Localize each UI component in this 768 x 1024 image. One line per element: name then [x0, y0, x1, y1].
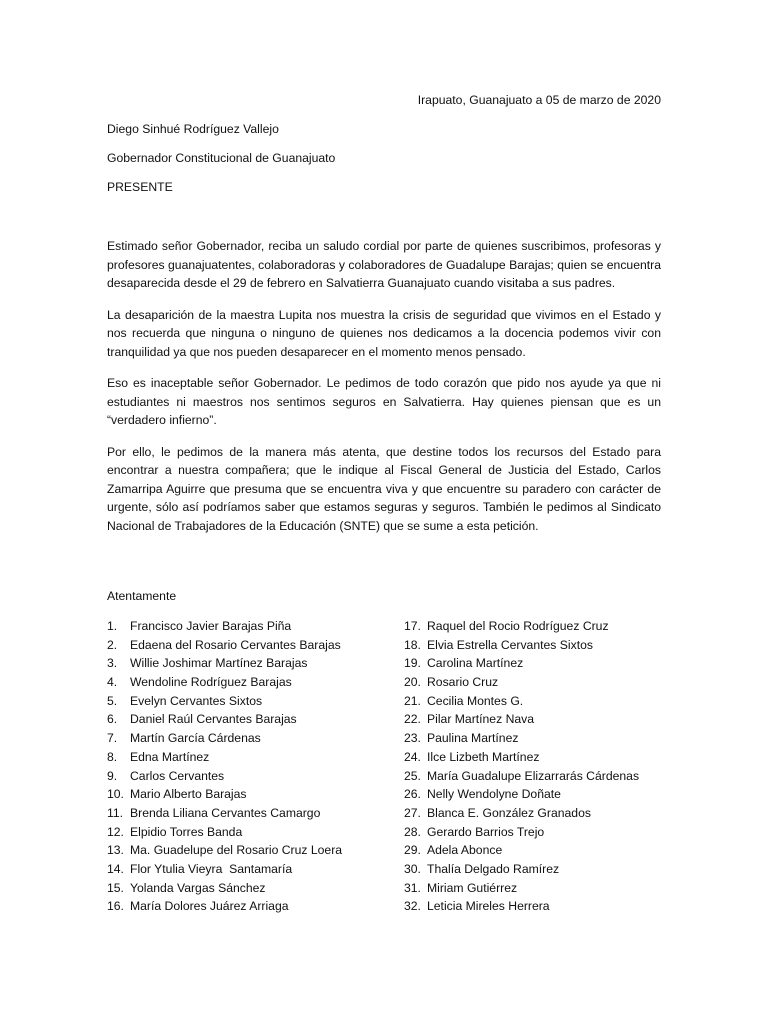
list-item: [107, 729, 342, 748]
signatory-name: Edna Martínez: [130, 749, 210, 764]
list-item: [107, 654, 342, 673]
list-number: 18.: [404, 637, 421, 652]
list-number: 14.: [107, 861, 124, 876]
list-number: 28.: [404, 824, 421, 839]
list-number: 6.: [107, 712, 118, 727]
list-item: [107, 636, 342, 655]
signatory-name: Carlos Cervantes: [130, 768, 225, 783]
signatory-name: Wendoline Rodríguez Barajas: [130, 675, 292, 690]
list-number: 11.: [107, 805, 124, 820]
date-line: Irapuato, Guanajuato a 05 de marzo de 2020: [417, 93, 661, 107]
list-item: [107, 879, 342, 898]
list-item: [107, 673, 342, 692]
signatory-name: Edaena del Rosario Cervantes Barajas: [130, 637, 341, 652]
list-number: 13.: [107, 843, 124, 858]
signatory-name: Ma. Guadelupe del Rosario Cruz Loera: [130, 843, 343, 858]
paragraph: Por ello, le pedimos de la manera más atenta, que destine todos los recursos del Estado para encontrar a nuestra compañera; que le indique al Fiscal General de Justicia del Estado, Carlos Zamarripa Aguirre que presuma que se encuentra viva y que encuentre su paradero con carácter de urgente, sólo así podríamos saber que estamos seguras y seguros. También le pedimos al Sindicato Nacional de Trabajadores de la Educación (SNTE) que se sume a esta petición.: [107, 444, 661, 533]
list-number: 2.: [107, 637, 118, 652]
list-item: [107, 860, 342, 879]
signatory-name: María Dolores Juárez Arriaga: [130, 899, 289, 914]
list-number: 15.: [107, 880, 124, 895]
signatory-name: Mario Alberto Barajas: [130, 787, 247, 802]
signatory-name: Paulina Martínez: [427, 731, 519, 746]
list-number: 25.: [404, 768, 421, 783]
list-number: 1.: [107, 619, 118, 633]
list-number: 30.: [404, 861, 421, 876]
list-item: [107, 841, 342, 860]
paragraph: La desaparición de la maestra Lupita nos muestra la crisis de seguridad que vivimos en el Estado y nos recuerda que ninguna o ninguno de quienes nos dedicamos a la docencia podemos vivir con tranquilidad ya que nos pueden desaparecer en el momento menos pensado.: [107, 307, 661, 359]
list-item: [404, 804, 639, 823]
list-number: 19.: [404, 656, 421, 671]
paragraph: Estimado señor Gobernador, reciba un saludo cordial por parte de quienes suscribimos, profesoras y profesores guanajuatentes, colaboradoras y colaboradores de Guadalupe Barajas; quien se encuentra desaparecida desde el 29 de febrero en Salvatierra Guanajuato cuando visitaba a sus padres.: [107, 239, 661, 290]
signatory-name: Evelyn Cervantes Sixtos: [130, 693, 263, 708]
list-item: [107, 710, 342, 729]
list-number: 29.: [404, 843, 421, 858]
list-item: [404, 897, 639, 916]
signatory-name: Brenda Liliana Cervantes Camargo: [130, 805, 321, 820]
signatory-name: Nelly Wendolyne Doñate: [427, 787, 561, 802]
list-item: [404, 823, 639, 842]
list-number: 7.: [107, 731, 118, 746]
list-number: 32.: [404, 899, 421, 914]
signatory-name: Francisco Javier Barajas Piña: [130, 619, 292, 633]
list-item: [404, 654, 639, 673]
signatory-name: Carolina Martínez: [427, 656, 524, 671]
list-number: 31.: [404, 880, 421, 895]
list-number: 17.: [404, 619, 421, 633]
list-item: [404, 710, 639, 729]
signatory-name: Pilar Martínez Nava: [427, 712, 535, 727]
list-item: [404, 729, 639, 748]
list-item: [107, 767, 342, 786]
list-item: [404, 636, 639, 655]
list-number: 22.: [404, 712, 421, 727]
list-item: [107, 748, 342, 767]
list-item: [404, 617, 639, 636]
list-item: [404, 673, 639, 692]
signatory-name: Adela Abonce: [427, 843, 503, 858]
signatories-list-left: [107, 617, 342, 916]
list-number: 27.: [404, 805, 421, 820]
recipient-title: Gobernador Constitucional de Guanajuato: [107, 151, 336, 165]
list-item: [404, 785, 639, 804]
recipient-name: Diego Sinhué Rodríguez Vallejo: [107, 122, 279, 136]
closing: Atentamente: [107, 589, 177, 603]
signatory-name: Elvia Estrella Cervantes Sixtos: [427, 637, 593, 652]
list-item: [107, 897, 342, 916]
list-number: 3.: [107, 656, 118, 671]
list-item: [404, 860, 639, 879]
list-number: 10.: [107, 787, 124, 802]
signatory-name: Martín García Cárdenas: [130, 731, 261, 746]
list-item: [404, 879, 639, 898]
signatory-name: Leticia Mireles Herrera: [427, 899, 550, 914]
signatory-name: Flor Ytulia Vieyra Santamaría: [130, 861, 293, 876]
list-item: [107, 692, 342, 711]
signatory-name: Elpidio Torres Banda: [130, 824, 243, 839]
signatory-name: Raquel del Rocio Rodríguez Cruz: [427, 619, 609, 633]
list-item: [404, 841, 639, 860]
list-number: 26.: [404, 787, 421, 802]
signatory-name: Rosario Cruz: [427, 675, 499, 690]
signatory-name: Willie Joshimar Martínez Barajas: [130, 656, 308, 671]
signatory-name: Cecilia Montes G.: [427, 693, 524, 708]
signatory-name: María Guadalupe Elizarrarás Cárdenas: [427, 768, 640, 783]
signatory-name: Gerardo Barrios Trejo: [427, 824, 545, 839]
list-item: [404, 692, 639, 711]
list-number: 16.: [107, 899, 124, 914]
list-number: 9.: [107, 768, 118, 783]
signatory-name: Ilce Lizbeth Martínez: [427, 749, 540, 764]
list-number: 24.: [404, 749, 421, 764]
list-item: [404, 748, 639, 767]
signatory-name: Blanca E. González Granados: [427, 805, 591, 820]
signatories-list-right: [404, 617, 639, 916]
salutation: PRESENTE: [107, 180, 173, 194]
list-number: 8.: [107, 749, 118, 764]
list-number: 12.: [107, 824, 124, 839]
list-item: [107, 823, 342, 842]
signatory-name: Daniel Raúl Cervantes Barajas: [130, 712, 297, 727]
list-item: [107, 617, 342, 636]
list-number: 23.: [404, 731, 421, 746]
list-number: 20.: [404, 675, 421, 690]
list-number: 4.: [107, 675, 118, 690]
paragraph: Eso es inaceptable señor Gobernador. Le pedimos de todo corazón que pido nos ayude ya que ni estudiantes ni maestros nos sentimos seguros en Salvatierra. Hay quienes piensan que es un “verdadero infierno”.: [107, 376, 661, 427]
list-item: [107, 785, 342, 804]
signatory-name: Yolanda Vargas Sánchez: [130, 880, 266, 895]
signatory-name: Thalía Delgado Ramírez: [427, 861, 560, 876]
signatory-name: Miriam Gutiérrez: [427, 880, 518, 895]
list-number: 21.: [404, 693, 421, 708]
letter-body: [107, 237, 661, 548]
list-item: [404, 767, 639, 786]
list-number: 5.: [107, 693, 118, 708]
list-item: [107, 804, 342, 823]
